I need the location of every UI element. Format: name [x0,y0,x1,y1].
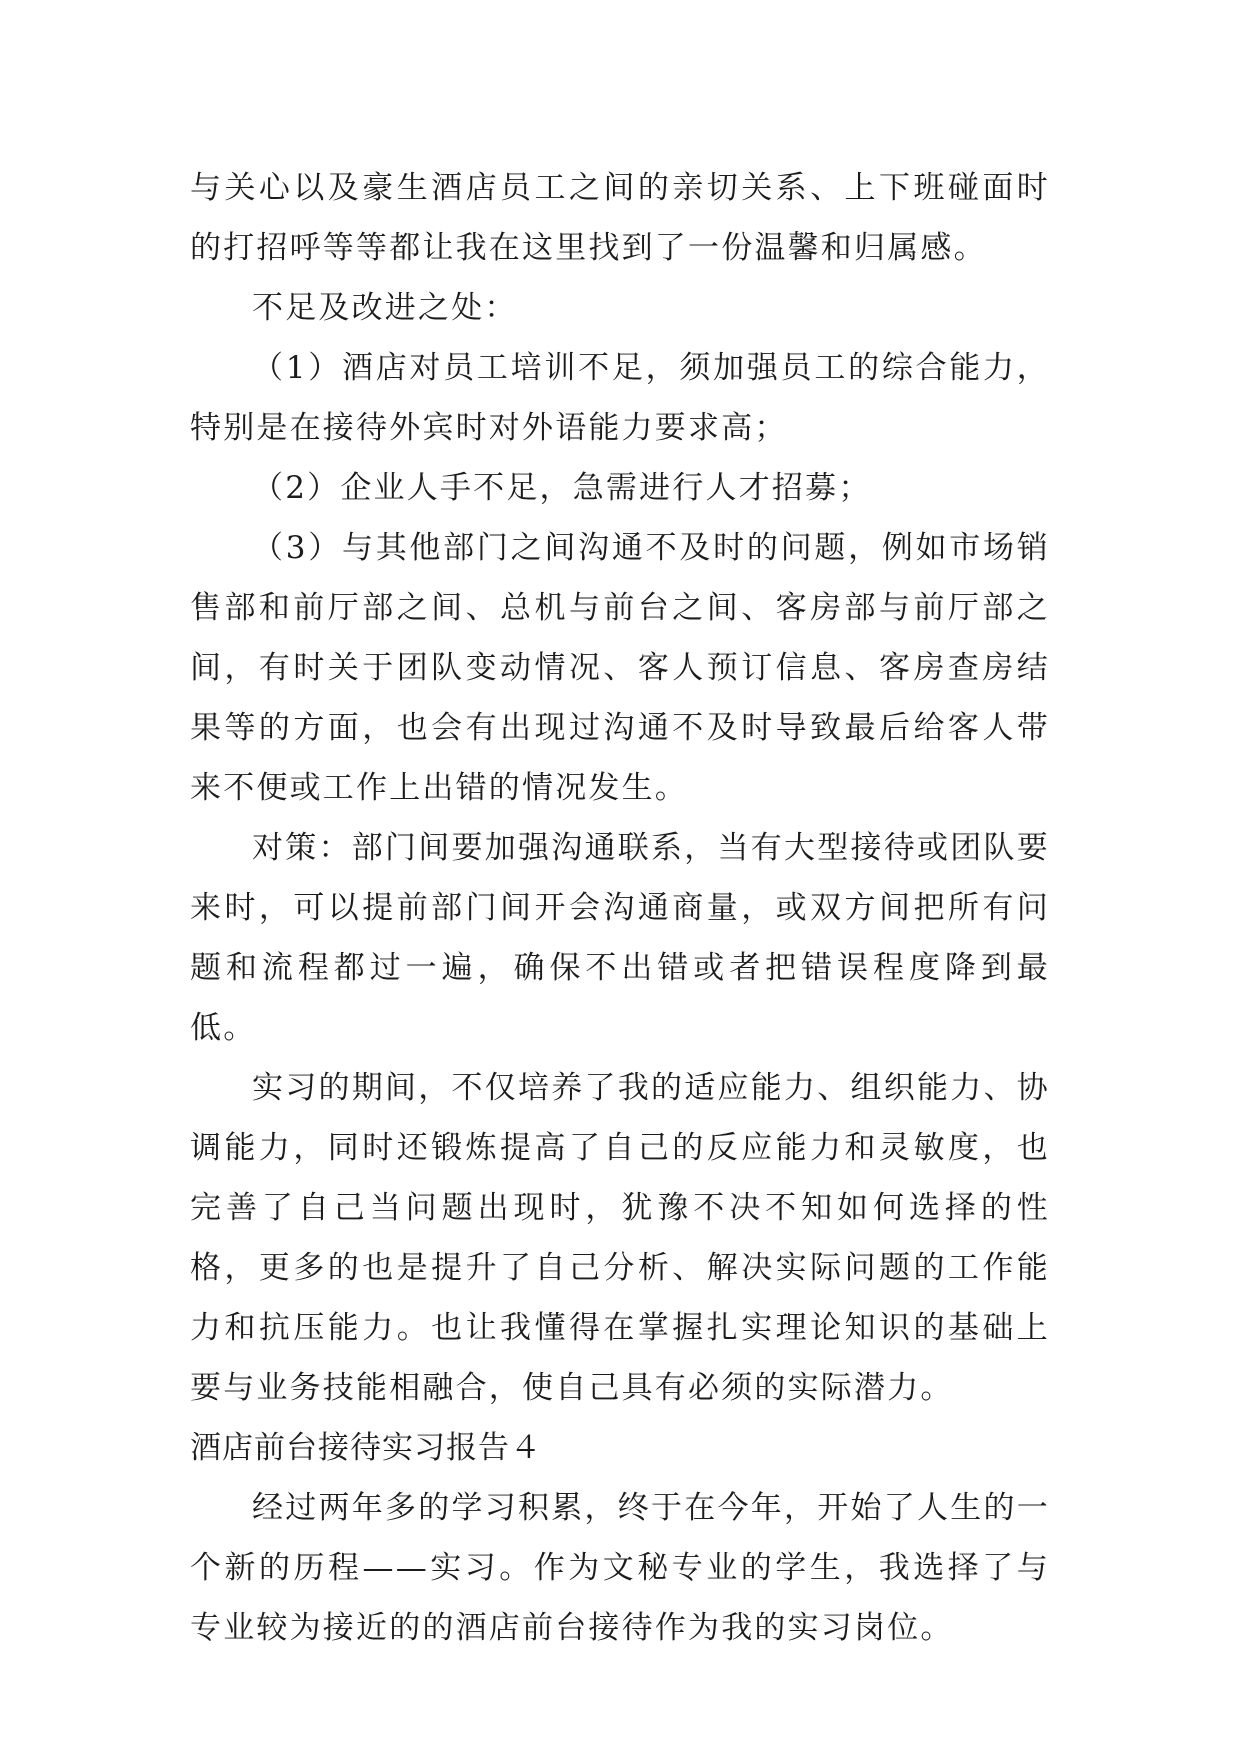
paragraph-countermeasure: 对策：部门间要加强沟通联系，当有大型接待或团队要来时，可以提前部门间开会沟通商量，或双方间把所有问题和流程都过一遍，确保不出错或者把错误程度降到最低。 [190,830,1050,1046]
paragraph-internship-reflection: 实习的期间，不仅培养了我的适应能力、组织能力、协调能力，同时还锻炼提高了自己的反应能力和灵敏度，也完善了自己当问题出现时，犹豫不决不知如何选择的性格，更多的也是提升了自己分析、解决实际问题的工作能力和抗压能力。也让我懂得在掌握扎实理论知识的基础上要与业务技能相融合，使自己具有必须的实际潜力。 [190,1070,1050,1406]
paragraph-list-item-3: （3）与其他部门之间沟通不及时的问题，例如市场销售部和前厅部之间、总机与前台之间、客房部与前厅部之间，有时关于团队变动情况、客人预订信息、客房查房结果等的方面，也会有出现过沟通不及时导致最后给客人带来不便或工作上出错的情况发生。 [190,530,1050,806]
paragraph-section-label: 不足及改进之处： [252,290,518,326]
paragraph-list-item-1: （1）酒店对员工培训不足，须加强员工的综合能力，特别是在接待外宾时对外语能力要求高； [190,350,1050,446]
section-heading: 酒店前台接待实习报告４ [190,1430,542,1466]
paragraph-report-intro: 经过两年多的学习积累，终于在今年，开始了人生的一个新的历程——实习。作为文秘专业的学生，我选择了与专业较为接近的的酒店前台接待作为我的实习岗位。 [190,1490,1050,1646]
paragraph-list-item-2: （2）企业人手不足，急需进行人才招募； [252,470,872,506]
document-body [190,158,1050,1658]
paragraph-continuation: 与关心以及豪生酒店员工之间的亲切关系、上下班碰面时的打招呼等等都让我在这里找到了一份温馨和归属感。 [190,170,1050,266]
